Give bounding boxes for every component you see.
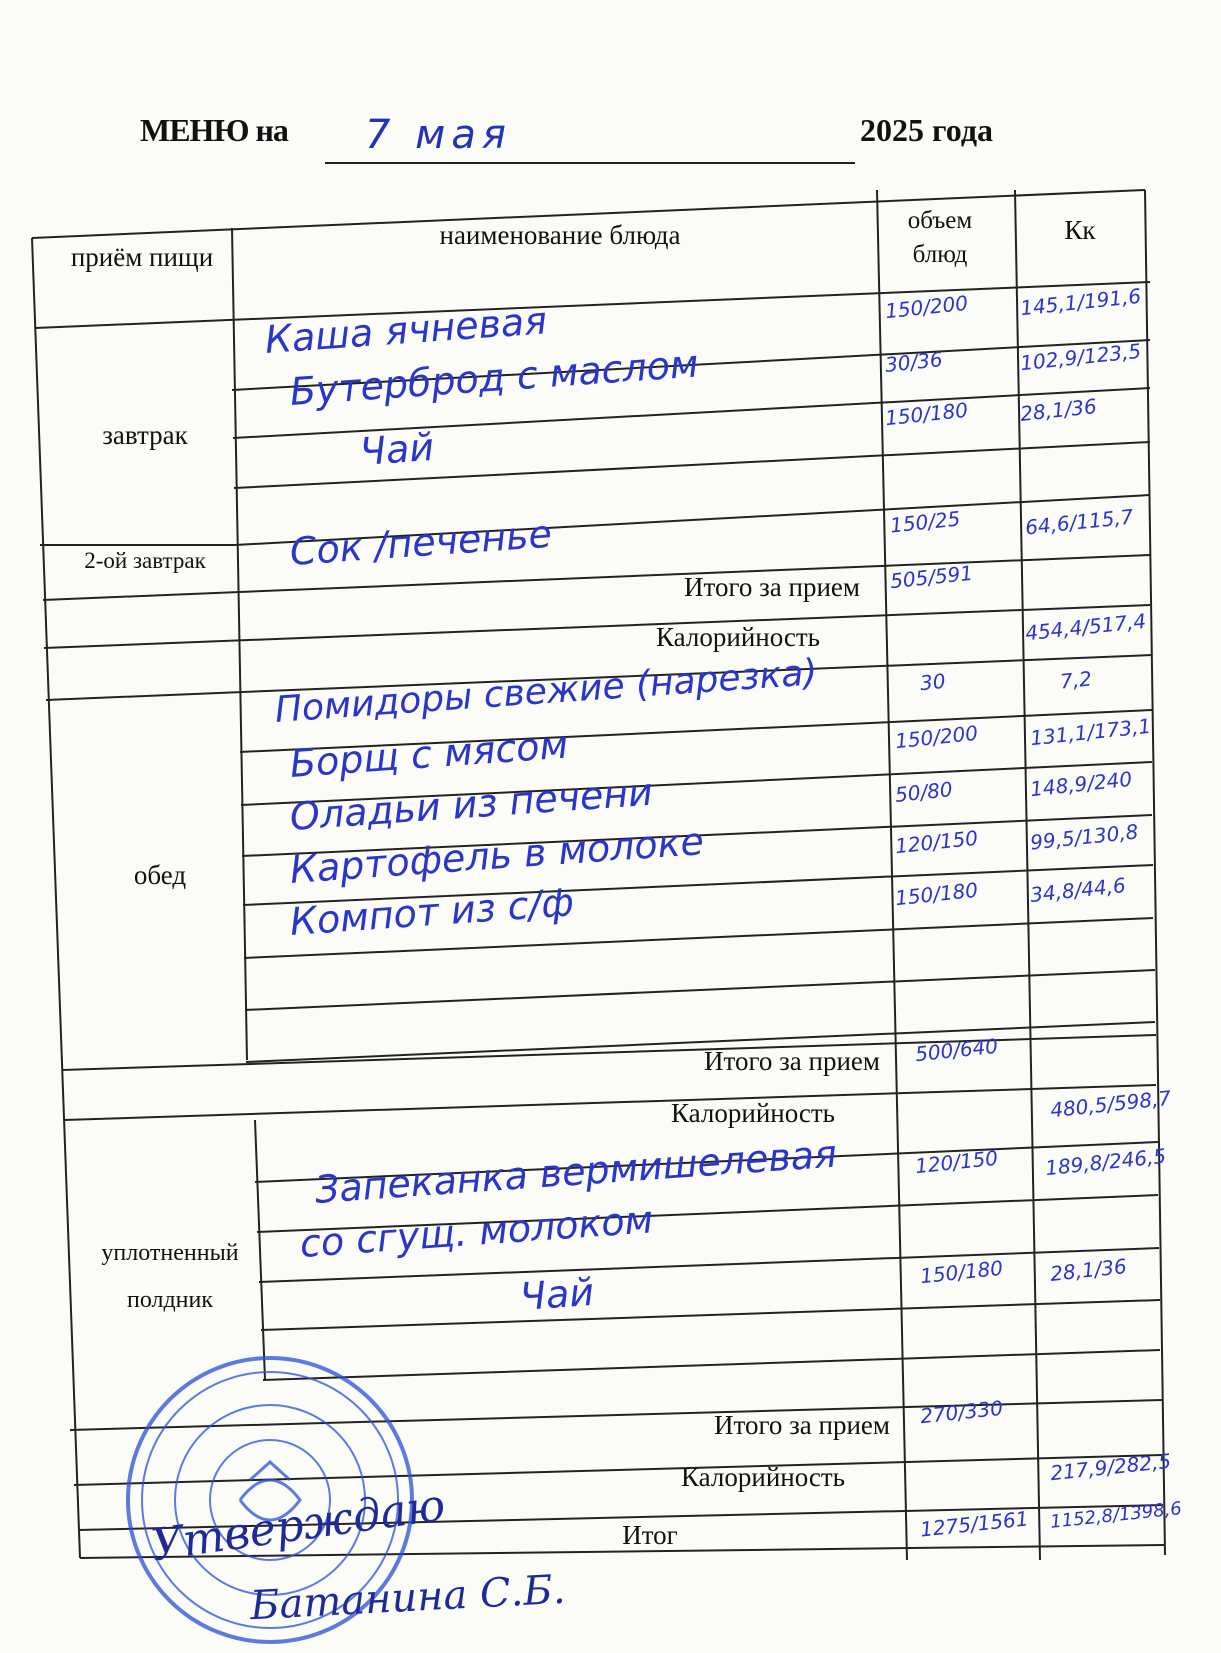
meal-snack-label-1: уплотненный — [101, 1240, 239, 1266]
second-breakfast-volume: 150/25 — [888, 506, 962, 538]
snack-total-label: Итого за прием — [714, 1410, 890, 1440]
snack-volume-1: 120/150 — [913, 1145, 1000, 1179]
lunch-dish-2: Борщ с мясом — [288, 722, 570, 786]
snack-dish-3: Чай — [518, 1269, 596, 1319]
lunch-kcal-5: 34,8/44,6 — [1029, 873, 1127, 907]
lunch-total-label: Итого за прием — [704, 1046, 880, 1076]
breakfast-dish-3: Чай — [358, 424, 436, 474]
snack-volume-3: 150/180 — [918, 1255, 1005, 1289]
breakfast-volume-1: 150/200 — [883, 290, 970, 324]
breakfast-kcal-1: 145,1/191,6 — [1019, 283, 1143, 321]
lunch-volume-5: 150/180 — [893, 877, 980, 911]
lunch-volume-3: 50/80 — [893, 777, 954, 807]
snack-dish-1: Запеканка вермишелевая — [313, 1131, 839, 1212]
col-kcal-header: Кк — [1064, 215, 1096, 245]
lunch-volume-4: 120/150 — [893, 825, 980, 859]
menu-year: 2025 года — [860, 112, 993, 148]
grand-total-kcal: 1152,8/1398,6 — [1049, 1498, 1183, 1533]
signature-name: Батанина С.Б. — [249, 1566, 567, 1630]
snack-total-value: 270/330 — [918, 1395, 1005, 1429]
snack-dish-2: со сгущ. молоком — [298, 1197, 655, 1266]
lunch-dish-1: Помидоры свежие (нарезка) — [273, 652, 819, 731]
menu-title: МЕНЮ на — [140, 112, 288, 148]
breakfast-volume-2: 30/36 — [883, 347, 944, 377]
morning-total-label: Итого за прием — [684, 572, 860, 602]
lunch-volume-1: 30 — [918, 668, 947, 696]
morning-total-value: 505/591 — [888, 560, 975, 594]
lunch-volume-2: 150/200 — [893, 720, 980, 754]
grand-total-label: Итог — [622, 1520, 678, 1550]
lunch-kcal-4: 99,5/130,8 — [1029, 819, 1140, 855]
lunch-total-value: 500/640 — [913, 1033, 1000, 1067]
snack-kcal-1: 189,8/246,5 — [1044, 1143, 1168, 1181]
grand-total-volume: 1275/1561 — [919, 1506, 1030, 1542]
lunch-kcal-2: 131,1/173,1 — [1029, 713, 1153, 751]
handwritten-date: 7 мая — [365, 112, 512, 158]
second-breakfast-kcal: 64,6/115,7 — [1024, 504, 1135, 540]
breakfast-kcal-3: 28,1/36 — [1018, 394, 1098, 426]
lunch-dish-3: Оладьи из печени — [288, 769, 655, 839]
meal-second-breakfast-label: 2-ой завтрак — [84, 548, 206, 573]
lunch-dish-5: Компот из с/ф — [288, 880, 576, 944]
col-dish-header: наименование блюда — [439, 220, 681, 250]
lunch-calorie-label: Калорийность — [671, 1098, 835, 1128]
col-meal-header: приём пищи — [70, 242, 214, 272]
breakfast-dish-1: Каша ячневая — [263, 298, 549, 362]
morning-calorie-label: Калорийность — [656, 622, 820, 652]
lunch-kcal-1: 7,2 — [1058, 666, 1093, 694]
snack-calorie-label: Калорийность — [681, 1462, 845, 1492]
meal-lunch-label: обед — [133, 860, 187, 890]
lunch-calorie-value: 480,5/598,7 — [1049, 1085, 1173, 1123]
lunch-kcal-3: 148,9/240 — [1029, 766, 1134, 802]
lunch-dish-4: Картофель в молоке — [288, 819, 706, 892]
meal-breakfast-label: завтрак — [102, 420, 188, 450]
snack-kcal-3: 28,1/36 — [1048, 1254, 1128, 1286]
col-volume-header: объем блюд — [907, 207, 973, 268]
breakfast-kcal-2: 102,9/123,5 — [1019, 338, 1143, 376]
second-breakfast-dish: Сок /печенье — [288, 511, 554, 574]
morning-calorie-value: 454,4/517,4 — [1024, 608, 1148, 646]
breakfast-dish-2: Бутерброд с маслом — [288, 341, 700, 414]
meal-snack-label-2: полдник — [126, 1287, 214, 1313]
snack-calorie-value: 217,9/282,5 — [1049, 1448, 1173, 1486]
breakfast-volume-3: 150/180 — [883, 397, 970, 431]
signature-approved: Утверждаю — [147, 1479, 449, 1572]
